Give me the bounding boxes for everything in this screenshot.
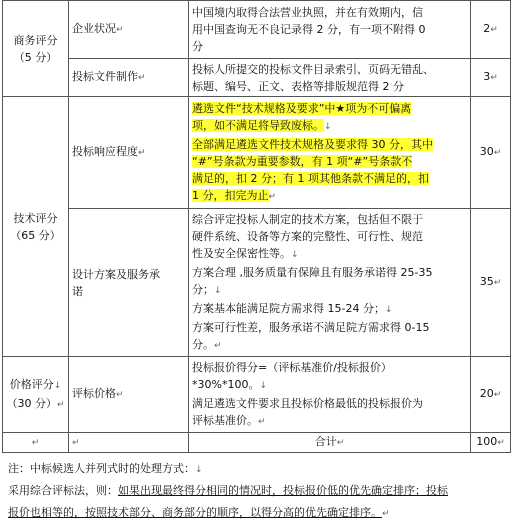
paragraph-mark: ↵ bbox=[497, 438, 505, 448]
item-name-text: 评标价格 bbox=[72, 387, 116, 400]
desc-line: 分。 bbox=[192, 337, 214, 351]
score-value: 30 bbox=[479, 145, 494, 158]
paragraph-mark: ↵ bbox=[336, 438, 345, 448]
highlighted-text: 1 分，扣完为止 bbox=[192, 188, 269, 202]
highlighted-text: 项，如不满足将导致废标。 bbox=[192, 118, 324, 132]
paragraph-mark: ↵ bbox=[490, 73, 498, 83]
line-break-mark: ↓ bbox=[53, 380, 62, 391]
paragraph-mark: ↵ bbox=[31, 438, 40, 448]
item-desc bbox=[189, 59, 471, 97]
table-row-total bbox=[3, 433, 511, 453]
item-score bbox=[471, 209, 511, 357]
desc-line: 方案基本能满足院方需求得 15-24 分； bbox=[192, 301, 385, 315]
paragraph-mark: ↵ bbox=[382, 509, 390, 519]
score-value: 3 bbox=[483, 70, 491, 83]
item-name-text: 投标文件制作 bbox=[72, 70, 138, 83]
total-label: 合计 bbox=[314, 435, 337, 448]
table-row bbox=[3, 357, 511, 433]
table-row bbox=[3, 209, 511, 357]
paragraph-mark: ↵ bbox=[56, 399, 65, 410]
paragraph-mark: ↵ bbox=[493, 148, 502, 158]
footnote-body-1 bbox=[8, 480, 512, 502]
line-break-mark: ↓ bbox=[324, 121, 332, 132]
category-label: 技术评分 bbox=[13, 211, 58, 225]
footnote-body-2 bbox=[8, 502, 512, 525]
paragraph-mark: ↵ bbox=[268, 191, 277, 202]
footnote-underlined-text: 如果出现最终得分相同的情况时，投标报价低的优先确定排序；投标 bbox=[118, 484, 448, 497]
paragraph-mark: ↵ bbox=[490, 25, 498, 35]
desc-line: 满足遴选文件要求且投标价格最低的投标报价为 bbox=[192, 396, 423, 410]
category-technical bbox=[3, 97, 69, 357]
category-business bbox=[3, 1, 69, 97]
item-score bbox=[471, 97, 511, 209]
paragraph-mark: ↵ bbox=[493, 278, 502, 288]
paragraph-mark: ↵ bbox=[493, 390, 502, 400]
footnote-text: 采用综合评标法，则： bbox=[8, 484, 118, 497]
item-name bbox=[69, 59, 189, 97]
paragraph-mark: ↵ bbox=[258, 416, 266, 427]
line-break-mark: ↓ bbox=[214, 285, 222, 296]
paragraph-mark: ↵ bbox=[214, 340, 222, 351]
total-label-cell bbox=[189, 433, 471, 453]
category-label: 商务评分 bbox=[13, 33, 58, 47]
item-desc bbox=[189, 1, 471, 59]
desc-line: 方案合理 ,服务质量有保障且有服务承诺得 25-35 bbox=[192, 265, 433, 279]
empty-cell bbox=[3, 433, 69, 453]
table-row bbox=[3, 59, 511, 97]
score-value: 35 bbox=[479, 275, 494, 288]
item-score bbox=[471, 357, 511, 433]
highlighted-text: 遴选文件“技术规格及要求”中★项为不可偏离 bbox=[192, 101, 412, 115]
desc-line: 分 bbox=[192, 40, 203, 53]
total-score-cell bbox=[471, 433, 511, 453]
desc-line: 评标基准价。 bbox=[192, 413, 258, 427]
line-break-mark: ↓ bbox=[195, 465, 203, 475]
desc-line: 中国境内取得合法营业执照，并在有效期内，信 bbox=[192, 6, 423, 19]
item-name-text: 企业状况 bbox=[72, 22, 116, 35]
category-points: （5 分） bbox=[13, 50, 58, 64]
desc-line: 用中国查询无不良记录得 2 分，有一项不附得 0 bbox=[192, 23, 426, 36]
footnote-title bbox=[8, 458, 512, 481]
item-desc bbox=[189, 97, 471, 209]
paragraph-mark: ↵ bbox=[116, 25, 124, 35]
category-label: 价格评分 bbox=[9, 377, 54, 391]
line-break-mark: ↓ bbox=[384, 304, 393, 315]
desc-line: 方案可行性差，服务承诺不满足院方需求得 0-15 bbox=[192, 320, 430, 334]
item-name bbox=[69, 1, 189, 59]
table-row bbox=[3, 1, 511, 59]
footnote-text: 注：中标候选人并列式时的处理方式： bbox=[8, 462, 195, 475]
item-score bbox=[471, 59, 511, 97]
desc-line: 投标人所提交的投标文件目录索引、页码无错乱、 bbox=[192, 62, 434, 76]
item-desc bbox=[189, 209, 471, 357]
highlighted-text: 满足的，扣 2 分；有 1 项其他条款不满足的，扣 bbox=[192, 171, 429, 185]
highlighted-text: 全部满足遴选文件技术规格及要求得 30 分，其中 bbox=[192, 137, 433, 151]
line-break-mark: ↓ bbox=[259, 380, 267, 391]
item-name-text: 设计方案及服务承 bbox=[72, 267, 160, 281]
footnote-underlined-text: 报价也相等的，按照技术部分、商务部分的顺序，以得分高的优先确定排序。 bbox=[8, 506, 382, 519]
score-value: 2 bbox=[483, 22, 491, 35]
desc-line: 投标报价得分=（评标基准价/投标报价） bbox=[192, 360, 392, 374]
item-name bbox=[69, 209, 189, 357]
desc-line: 性及安全保密性等。 bbox=[192, 246, 291, 260]
item-score bbox=[471, 1, 511, 59]
paragraph-mark: ↵ bbox=[72, 438, 80, 448]
table-row bbox=[3, 97, 511, 209]
desc-line: 综合评定投标人制定的技术方案，包括但不限于 bbox=[192, 212, 423, 226]
item-name bbox=[69, 357, 189, 433]
scoring-table bbox=[2, 0, 511, 453]
category-price bbox=[3, 357, 69, 433]
line-break-mark: ↓ bbox=[291, 249, 299, 260]
desc-line: *30%*100。 bbox=[192, 377, 260, 391]
highlighted-text: “#”号条款为重要参数，有 1 项“#”号条款不 bbox=[192, 154, 413, 168]
empty-cell bbox=[69, 433, 189, 453]
category-points: （65 分） bbox=[10, 228, 61, 242]
total-score: 100 bbox=[476, 435, 498, 448]
item-name-text: 投标响应程度 bbox=[72, 145, 138, 158]
score-value: 20 bbox=[479, 387, 494, 400]
desc-line: 硬件系统、设备等方案的完整性、可行性、规范 bbox=[192, 229, 423, 243]
paragraph-mark: ↵ bbox=[138, 148, 146, 158]
desc-line: 标题、编号、正文、表格等排版规范得 2 分 bbox=[192, 79, 404, 93]
paragraph-mark: ↵ bbox=[138, 73, 146, 83]
item-name-text: 诺 bbox=[72, 284, 83, 298]
desc-line: 分； bbox=[192, 282, 214, 296]
category-points: （30 分） bbox=[6, 396, 57, 410]
item-name bbox=[69, 97, 189, 209]
item-desc bbox=[189, 357, 471, 433]
paragraph-mark: ↵ bbox=[116, 390, 124, 400]
